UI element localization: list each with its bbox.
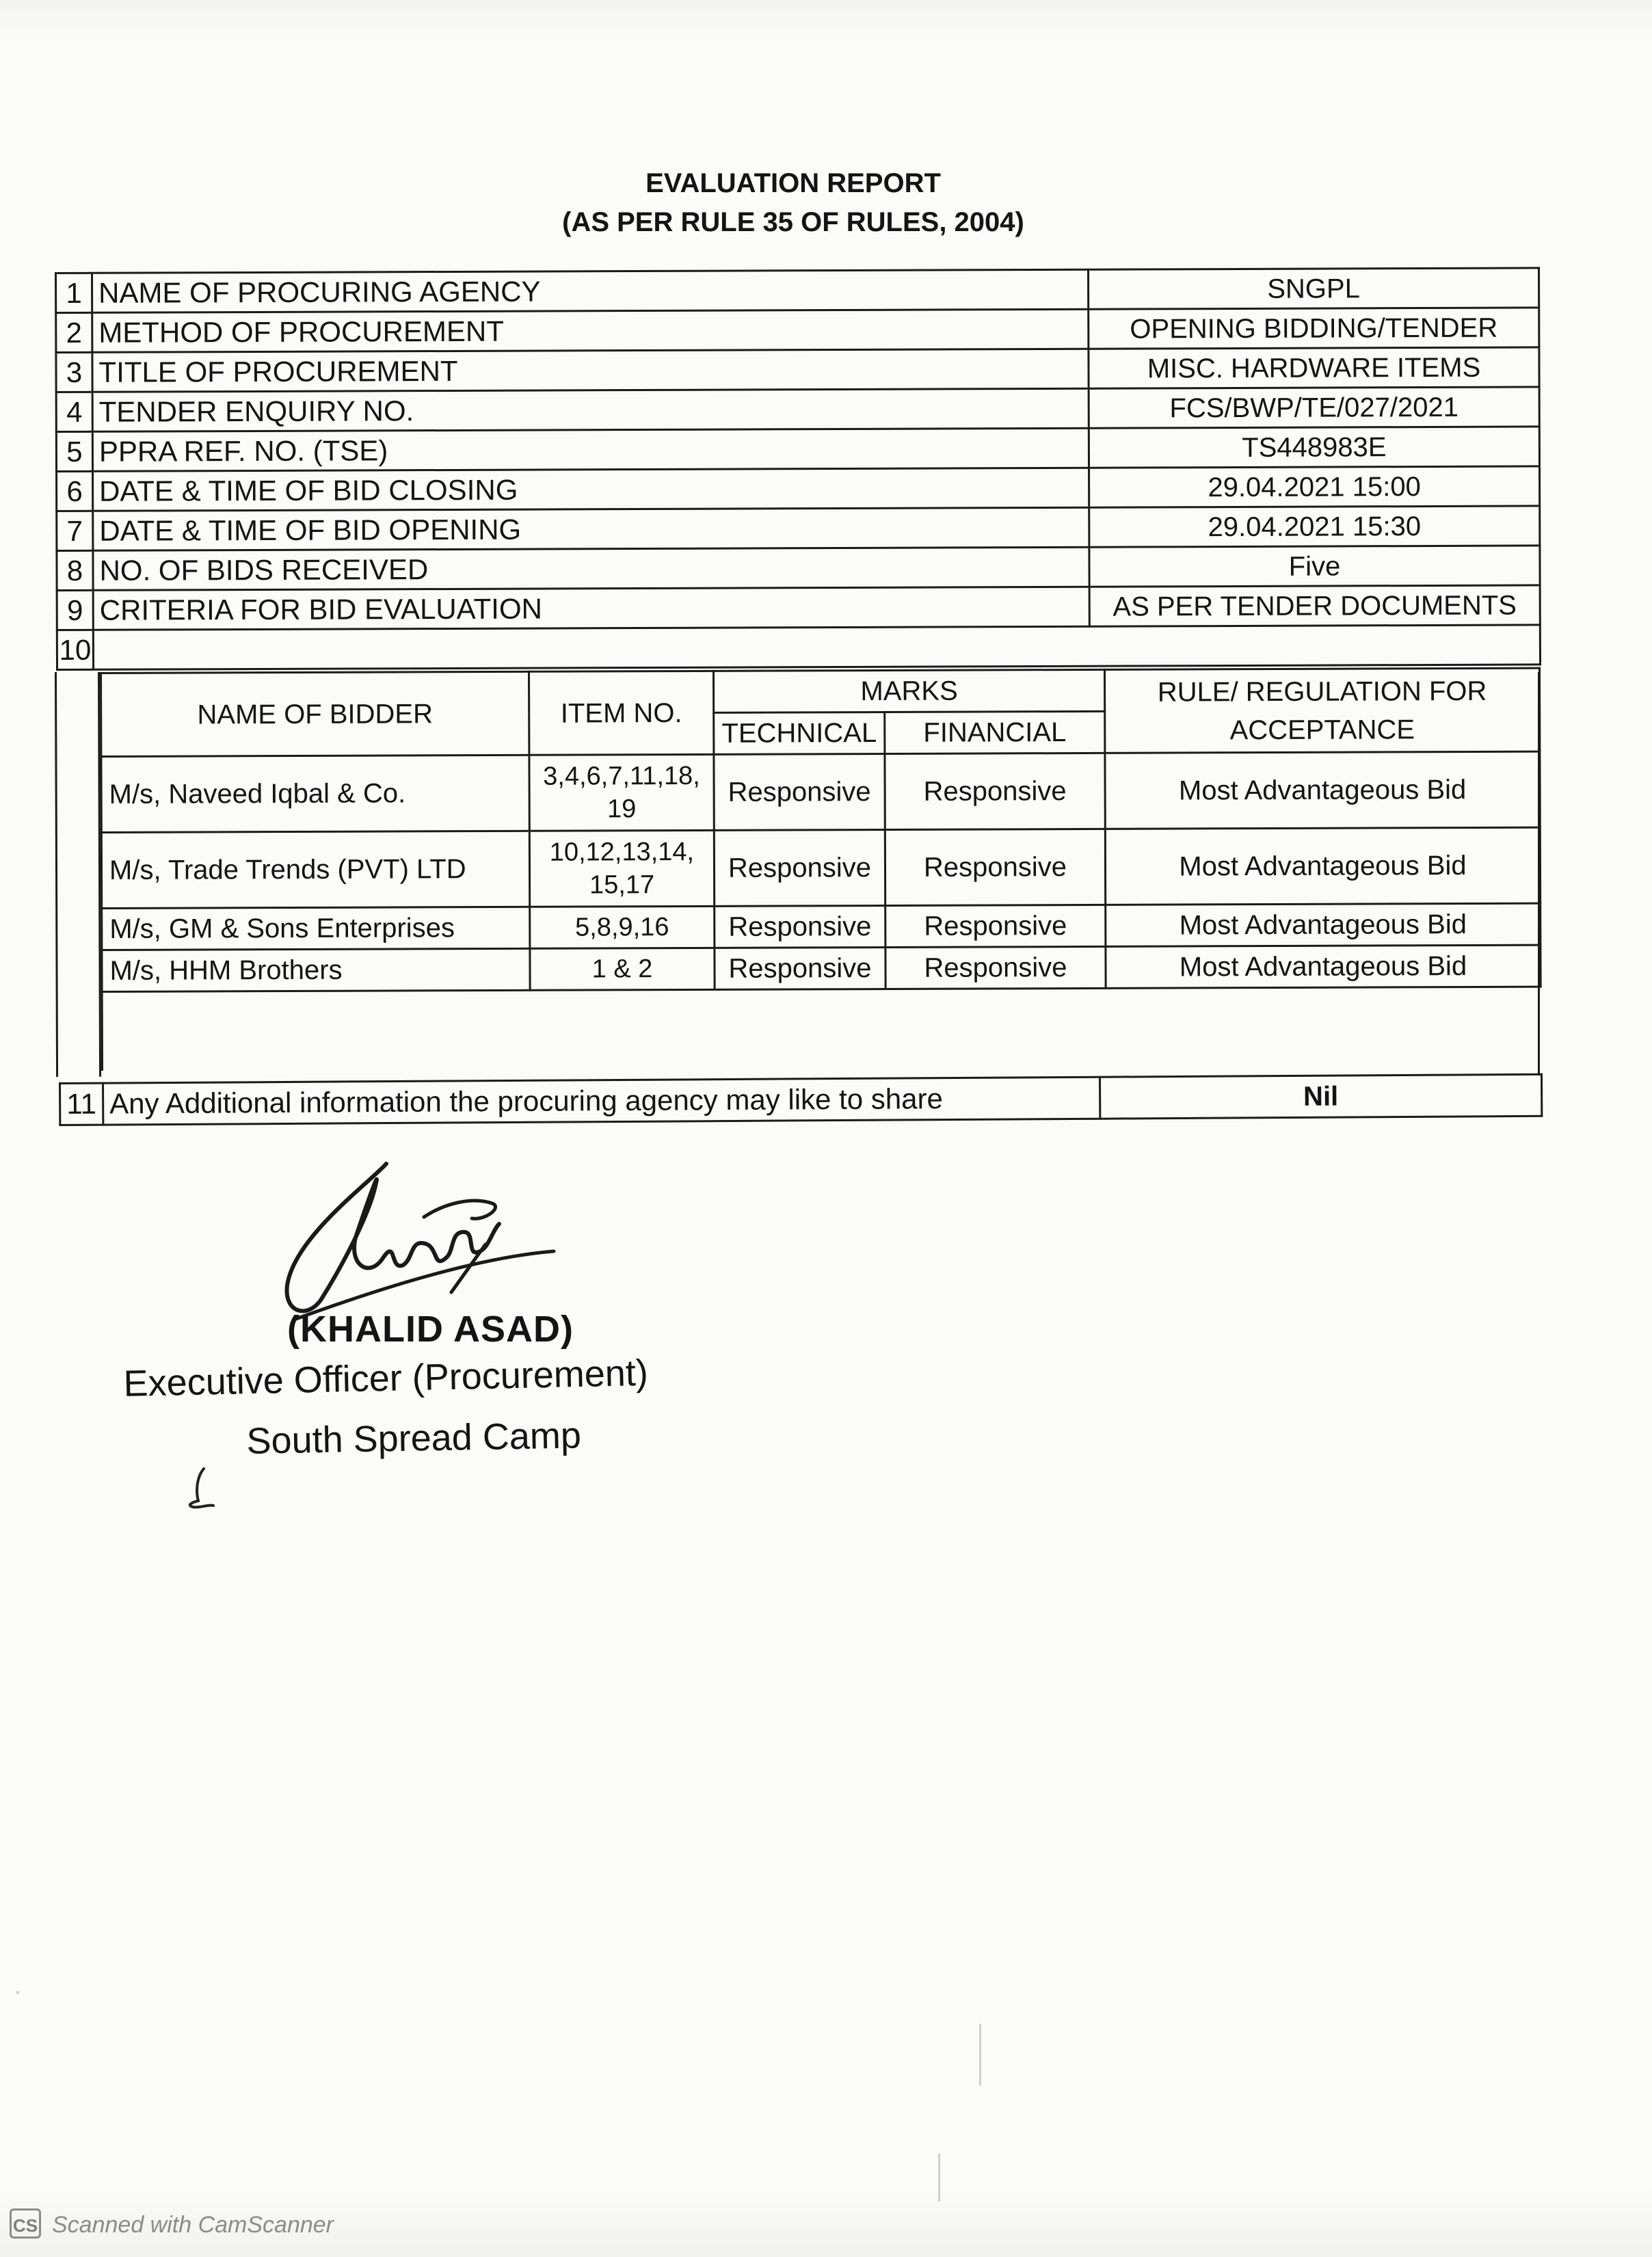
row-value: Nil: [1100, 1074, 1541, 1119]
row-value: AS PER TENDER DOCUMENTS: [1089, 585, 1540, 626]
info-table: [55, 267, 1541, 671]
technical-status: Responsive: [714, 753, 885, 830]
camscanner-logo: CS: [10, 2208, 41, 2239]
scan-speck: [16, 1991, 19, 1994]
financial-status: Responsive: [885, 905, 1106, 947]
bidder-items: [529, 754, 714, 831]
row-value: MISC. HARDWARE ITEMS: [1089, 347, 1539, 388]
bidder-name: M/s, GM & Sons Enterprises: [102, 907, 530, 950]
header-rule-line1: RULE/ REGULATION FOR: [1157, 676, 1487, 708]
row-value: Five: [1089, 546, 1540, 587]
row-number: 4: [56, 392, 92, 431]
bidder-items: 1 & 2: [530, 948, 715, 990]
scan-speck: [979, 2024, 981, 2085]
initial-mark: [183, 1463, 217, 1511]
row-number: 9: [57, 590, 93, 630]
row-value: FCS/BWP/TE/027/2021: [1089, 387, 1539, 428]
header-rule-line2: ACCEPTANCE: [1229, 714, 1415, 745]
info-row: [57, 506, 1540, 551]
bidders-table: [100, 667, 1542, 1071]
info-row: [57, 546, 1540, 591]
report-heading: [479, 164, 1108, 242]
table-row-blank: [102, 987, 1541, 1071]
signatory-designation: Executive Officer (Procurement): [123, 1352, 649, 1404]
row-number: 3: [56, 352, 92, 392]
row-value: 29.04.2021 15:30: [1089, 506, 1540, 547]
financial-status: Responsive: [885, 753, 1105, 829]
acceptance-rule: Most Advantageous Bid: [1105, 827, 1540, 905]
row-label: METHOD OF PROCUREMENT: [92, 309, 1089, 352]
header-technical: TECHNICAL: [714, 712, 885, 754]
row-blank: [93, 625, 1540, 669]
info-row: [57, 585, 1540, 630]
report-subtitle: (AS PER RULE 35 OF RULES, 2004): [562, 207, 1024, 237]
info-row: [56, 387, 1539, 432]
row-label: TENDER ENQUIRY NO.: [92, 388, 1089, 431]
row-number: 11: [60, 1083, 103, 1125]
row-value: OPENING BIDDING/TENDER: [1089, 308, 1539, 349]
info-row: [60, 1074, 1542, 1125]
technical-status: Responsive: [715, 905, 885, 948]
row-number: 7: [57, 511, 93, 550]
row-number: 8: [57, 550, 93, 590]
row-number: 1: [56, 273, 92, 312]
header-financial: FINANCIAL: [885, 711, 1105, 753]
table-row: [102, 903, 1541, 950]
info-row: [56, 347, 1539, 392]
row-value: 29.04.2021 15:00: [1089, 466, 1540, 507]
row-label: PPRA REF. NO. (TSE): [92, 428, 1089, 471]
header-rule: [1104, 668, 1539, 753]
signatory-location: South Spread Camp: [246, 1415, 582, 1462]
info-row: [56, 427, 1539, 472]
header-marks: MARKS: [713, 669, 1104, 712]
bidder-name: M/s, Naveed Iqbal & Co.: [101, 755, 529, 832]
row-label: TITLE OF PROCUREMENT: [92, 349, 1089, 392]
bidders-header-row: [101, 668, 1540, 715]
acceptance-rule: Most Advantageous Bid: [1105, 751, 1540, 829]
scan-speck: [938, 2154, 940, 2202]
bidder-name: M/s, HHM Brothers: [102, 948, 530, 991]
camscanner-watermark: Scanned with CamScanner: [52, 2212, 334, 2238]
bidder-items: [529, 830, 714, 907]
row-label: Any Additional information the procuring agency may like to share: [103, 1077, 1100, 1125]
row-number: 6: [57, 471, 93, 511]
report-title: EVALUATION REPORT: [645, 168, 941, 198]
additional-info-table: [59, 1073, 1543, 1126]
info-row: [57, 466, 1540, 511]
info-row: [56, 308, 1539, 353]
table-row: [102, 945, 1541, 991]
info-row: [57, 625, 1540, 670]
header-bidder-name: NAME OF BIDDER: [101, 671, 529, 756]
row-number: 2: [56, 312, 92, 352]
row-label: CRITERIA FOR BID EVALUATION: [93, 587, 1089, 630]
acceptance-rule: Most Advantageous Bid: [1106, 945, 1541, 988]
bidder-items: 5,8,9,16: [530, 906, 715, 948]
financial-status: Responsive: [885, 946, 1106, 989]
signatory-name: (KHALID ASAD): [287, 1309, 574, 1350]
technical-status: Responsive: [714, 829, 885, 906]
row10-left-column: [55, 672, 101, 1077]
row-label: NO. OF BIDS RECEIVED: [93, 547, 1089, 590]
items-line: 15,17: [589, 870, 655, 900]
row-label: NAME OF PROCURING AGENCY: [92, 269, 1089, 312]
bidder-name: M/s, Trade Trends (PVT) LTD: [101, 831, 529, 908]
row-number: 10: [57, 630, 93, 669]
financial-status: Responsive: [885, 829, 1105, 905]
row-number: 5: [56, 431, 92, 471]
row-value: TS448983E: [1089, 427, 1539, 468]
row-value: SNGPL: [1088, 268, 1538, 309]
header-item-no: ITEM NO.: [529, 671, 714, 755]
table-row: [101, 827, 1540, 908]
table-row: [101, 751, 1540, 832]
items-line: 19: [607, 794, 637, 824]
technical-status: Responsive: [715, 947, 885, 989]
items-line: 3,4,6,7,11,18,: [543, 761, 700, 791]
row-label: DATE & TIME OF BID CLOSING: [93, 468, 1089, 511]
acceptance-rule: Most Advantageous Bid: [1106, 903, 1541, 946]
info-row: [56, 268, 1539, 313]
items-line: 10,12,13,14,: [549, 837, 695, 867]
row-label: DATE & TIME OF BID OPENING: [93, 507, 1089, 550]
blank-cell: [102, 987, 1541, 1071]
